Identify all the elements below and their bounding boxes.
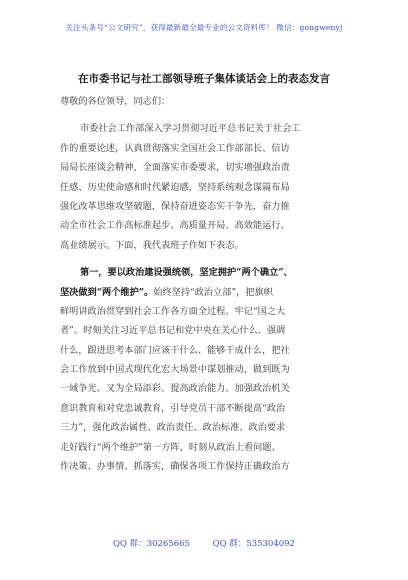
section-heading-continued — [60, 283, 360, 302]
paragraph-2-lead: 始终坚持“政治立部”，把旗帜 — [153, 286, 273, 298]
paragraph-2-line: 一域争光、又为全局添彩。提高政治能力。加强政治机关 — [60, 383, 290, 395]
paragraph-1-line: 高业绩展示。下面，我代表班子作如下表态。 — [60, 239, 244, 251]
paragraph-2-line: 作决策、办事情、抓落实，确保各项工作保持正确政治方 — [60, 461, 290, 473]
qq-group-2: QQ 群：535304092 — [212, 539, 295, 549]
paragraph-1-line: 动全市社会工作高标准起步、高质量开局、高效能运行、 — [60, 220, 290, 232]
document-body — [60, 92, 360, 476]
paragraph-2-line: 什么，跟进思考本部门应该干什么、能够干成什么，把社 — [60, 344, 290, 356]
paragraph-2-line: 三力”，强化政治属性、政治责任、政治标准、政治要求 — [60, 422, 286, 434]
section-heading-part: 坚决做到“两个维护”。 — [60, 286, 154, 298]
paragraph-2-line: 者”。时刻关注习近平总书记和党中央在关心什么、强调 — [60, 325, 286, 337]
paragraph-1-line: 强化改革思维攻坚破题，保持奋进姿态实干争先，奋力推 — [60, 200, 290, 212]
paragraph-1-line: 任感、历史使命感和时代紧迫感，坚持系统观念谋篇布局 — [60, 181, 290, 193]
section-heading: 第一，要以政治建设强统领，坚定拥护“两个确立”、 — [80, 267, 293, 279]
paragraph-2-line: 会工作放到中国式现代化宏大场景中谋划推动，做到既为 — [60, 364, 290, 376]
document-title: 在市委书记与社工部领导班子集体谈话会上的表态发言 — [78, 73, 330, 85]
qq-group-1: QQ 群：30265665 — [113, 539, 190, 549]
watermark-footer — [0, 537, 408, 549]
paragraph-2-line: 鲜明讲政治贯穿到社会工作各方面全过程。牢记“国之大 — [60, 305, 286, 317]
paragraph-1-line: 市委社会工作部深入学习贯彻习近平总书记关于社会工 — [80, 123, 301, 135]
paragraph-1-line: 作的重要论述，认真贯彻落实全国社会工作部部长、信访 — [60, 142, 290, 154]
watermark-header: 关注头条号“公文研究”，获得最新最全最专业的公文资料库！ 微信：gongwenyj — [65, 23, 343, 32]
paragraph-1-line: 局局长座谈会精神，全面落实市委要求，切实增强政治责 — [60, 162, 290, 174]
paragraph-2-line: 走好践行“两个维护”第一方阵，时刻从政治上看问题、 — [60, 441, 281, 453]
paragraph-2-line: 意识教育和对党忠诚教育，引导党员干部不断提高“政治 — [60, 402, 286, 414]
greeting: 尊敬的各位领导，同志们： — [60, 96, 171, 107]
